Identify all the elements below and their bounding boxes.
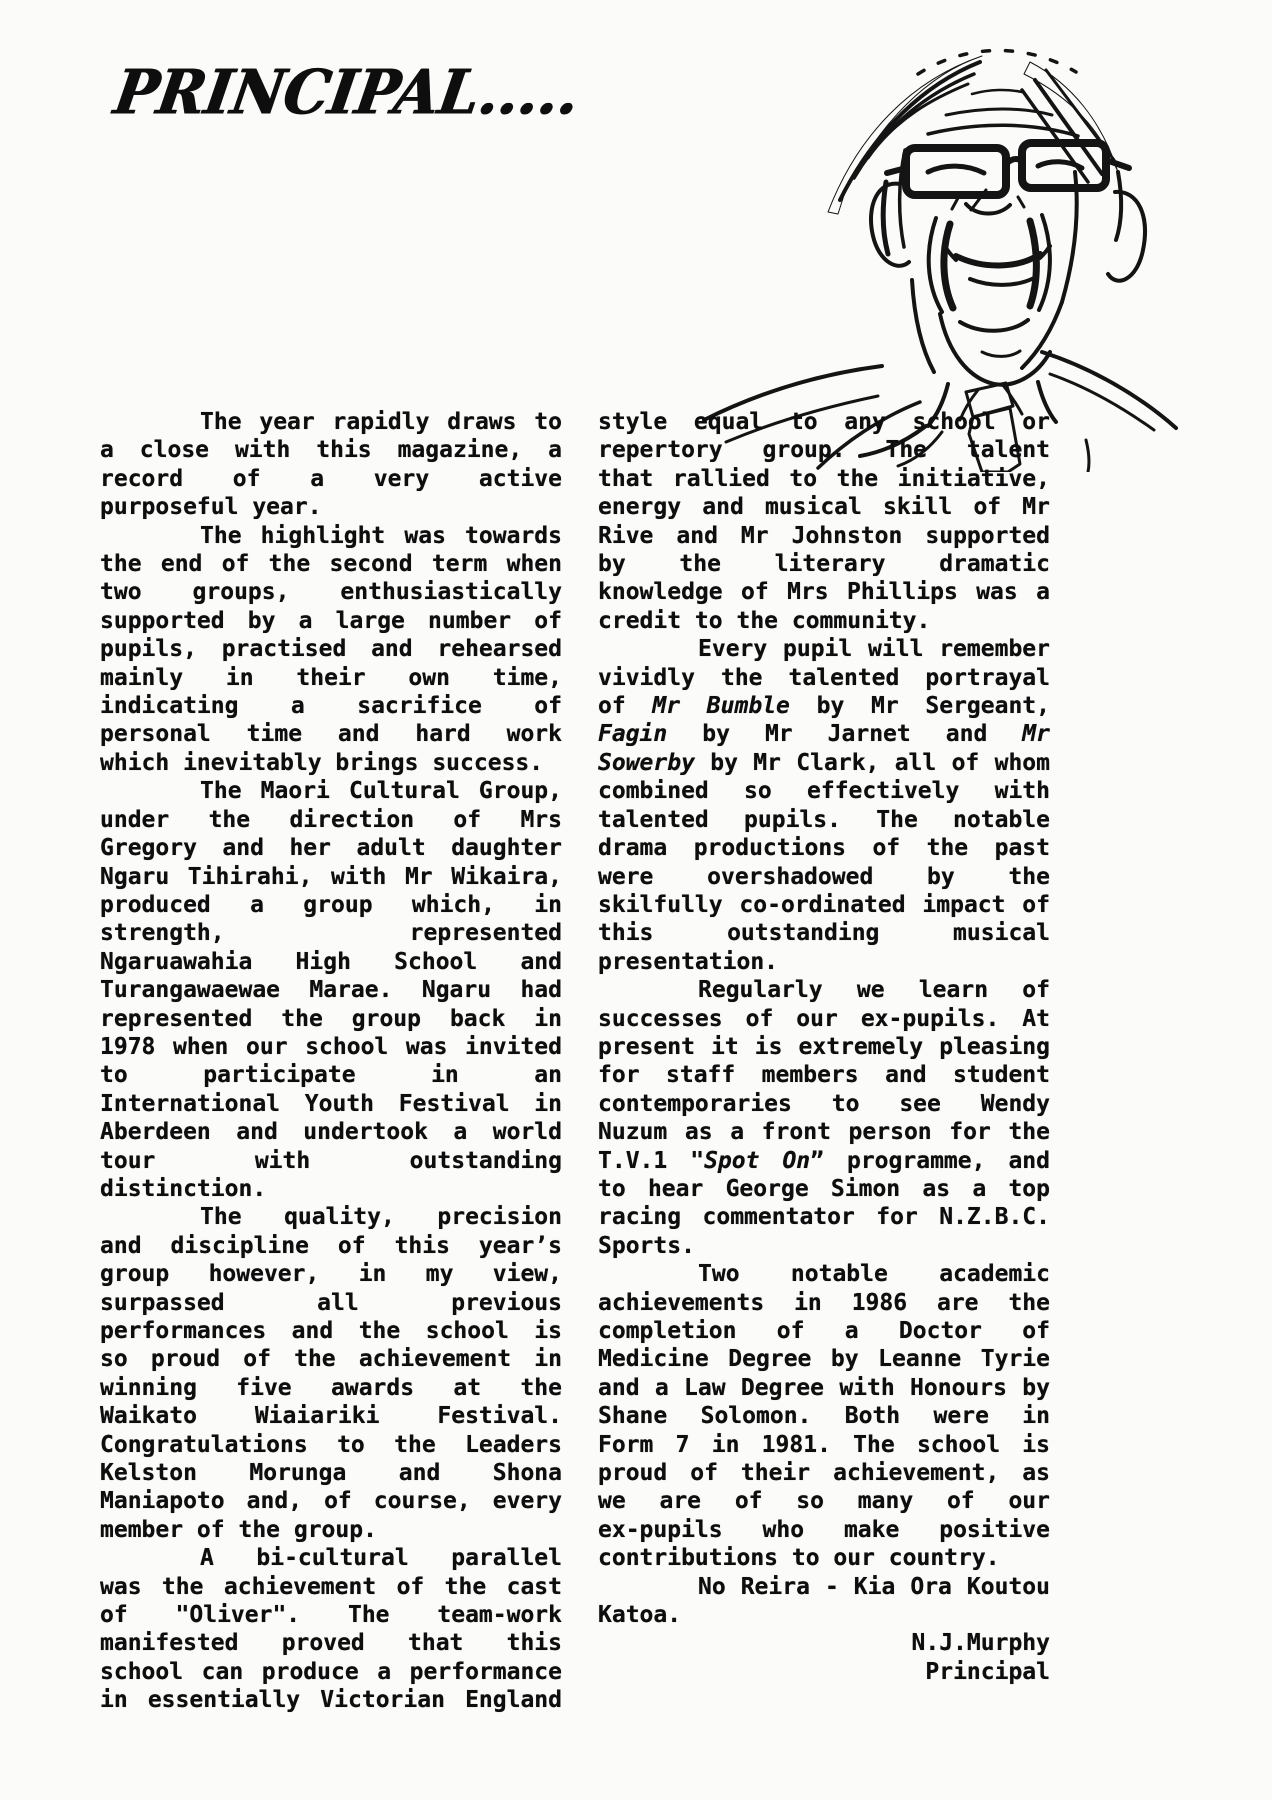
text-line: this outstanding musical xyxy=(598,920,1050,947)
text-line: vividly the talented portrayal xyxy=(598,664,1050,691)
text-line: completion of a Doctor of xyxy=(598,1318,1050,1344)
text-line: Shane Solomon. Both were in xyxy=(598,1403,1050,1430)
text-line: represented the group back in xyxy=(100,1005,562,1032)
text-line: present it is extremely pleasing xyxy=(598,1033,1050,1060)
text-line: The highlight was towards xyxy=(200,522,562,549)
text-line: personal time and hard work xyxy=(100,721,562,748)
text-line: so proud of the achievement in xyxy=(100,1346,562,1373)
text-line: 1978 when our school was invited xyxy=(100,1033,562,1060)
text-line: drama productions of the past xyxy=(598,835,1050,862)
text-line: group however, in my view, xyxy=(100,1261,562,1288)
text-line: contributions to our country. xyxy=(598,1545,1000,1572)
text-line: Turangawaewae Marae. Ngaru had xyxy=(100,977,562,1004)
page-title: PRINCIPAL..... xyxy=(109,56,584,129)
text-line: The quality, precision xyxy=(200,1204,562,1231)
text-line: to hear George Simon as a top xyxy=(598,1175,1050,1202)
principal-caricature-illustration xyxy=(690,22,1190,472)
text-line: achievements in 1986 are the xyxy=(598,1289,1050,1316)
text-line: The year rapidly draws to xyxy=(200,409,562,435)
text-line: ex-pupils who make positive xyxy=(598,1516,1050,1543)
text-line: under the direction of Mrs xyxy=(100,806,562,833)
text-line: Ngaru Tihirahi, with Mr Wikaira, xyxy=(100,863,562,890)
text-line: which inevitably brings success. xyxy=(100,749,544,776)
text-line: Fagin by Mr Jarnet and Mr xyxy=(598,721,1050,748)
text-line: member of the group. xyxy=(100,1516,377,1543)
text-line: Nuzum as a front person for the xyxy=(598,1119,1050,1146)
text-line: successes of our ex-pupils. At xyxy=(598,1005,1050,1032)
article-column-right xyxy=(598,408,1050,1686)
text-line: Medicine Degree by Leanne Tyrie xyxy=(598,1346,1050,1373)
text-line: by the literary dramatic xyxy=(598,551,1050,578)
text-line: Gregory and her adult daughter xyxy=(100,835,562,862)
text-line: we are of so many of our xyxy=(598,1488,1050,1515)
text-line: were overshadowed by the xyxy=(598,863,1050,890)
text-line: manifested proved that this xyxy=(100,1630,562,1657)
text-line: Katoa. xyxy=(598,1602,682,1629)
text-line: N.J.Murphy xyxy=(911,1630,1050,1657)
text-line: presentation. xyxy=(598,948,779,975)
text-line: winning five awards at the xyxy=(100,1374,562,1401)
text-line: Principal xyxy=(925,1658,1050,1685)
text-line: two groups, enthusiastically xyxy=(100,579,562,606)
text-line: Aberdeen and undertook a world xyxy=(100,1119,562,1146)
text-line: proud of their achievement, as xyxy=(598,1460,1050,1487)
text-line: and discipline of this year’s xyxy=(100,1232,562,1259)
text-line: mainly in their own time, xyxy=(100,664,562,691)
text-line: tour with outstanding xyxy=(100,1147,562,1174)
text-line: was the achievement of the cast xyxy=(100,1573,562,1600)
text-line: credit to the community. xyxy=(598,607,931,634)
text-line: school can produce a performance xyxy=(100,1658,562,1685)
text-line: Ngaruawahia High School and xyxy=(100,948,562,975)
text-line: purposeful year. xyxy=(100,494,322,521)
text-line: racing commentator for N.Z.B.C. xyxy=(598,1204,1050,1231)
text-line: produced a group which, in xyxy=(100,891,562,918)
text-line: in essentially Victorian England xyxy=(100,1687,562,1714)
text-line: energy and musical skill of Mr xyxy=(598,494,1050,521)
text-line: talented pupils. The notable xyxy=(598,806,1050,833)
text-line: International Youth Festival in xyxy=(100,1090,562,1117)
text-line: to participate in an xyxy=(100,1062,562,1089)
text-line: the end of the second term when xyxy=(100,551,562,578)
text-line: of "Oliver". The team-work xyxy=(100,1602,562,1629)
text-line: that rallied to the initiative, xyxy=(598,465,1050,492)
text-line: Rive and Mr Johnston supported xyxy=(598,522,1050,549)
text-line: combined so effectively with xyxy=(598,778,1050,805)
text-line: Two notable academic xyxy=(698,1261,1050,1288)
text-line: Kelston Morunga and Shona xyxy=(100,1460,562,1487)
text-line: Congratulations to the Leaders xyxy=(100,1431,562,1458)
text-line: style equal to any school or xyxy=(598,409,1050,435)
text-line: a close with this magazine, a xyxy=(100,437,562,464)
text-line: Sowerby by Mr Clark, all of whom xyxy=(598,749,1050,776)
text-line: surpassed all previous xyxy=(100,1289,562,1316)
text-line: Regularly we learn of xyxy=(698,977,1050,1004)
text-line: Waikato Wiaiariki Festival. xyxy=(100,1403,562,1430)
text-line: No Reira - Kia Ora Koutou xyxy=(698,1573,1050,1600)
text-line: distinction. xyxy=(100,1175,267,1202)
text-line: of Mr Bumble by Mr Sergeant, xyxy=(598,693,1051,720)
text-line: pupils, practised and rehearsed xyxy=(100,636,562,663)
text-line: Sports. xyxy=(598,1232,695,1259)
text-line: and a Law Degree with Honours by xyxy=(598,1374,1050,1401)
text-line: The Maori Cultural Group, xyxy=(200,778,562,805)
text-line: performances and the school is xyxy=(100,1318,562,1344)
text-line: strength, represented xyxy=(100,920,562,947)
article-column-left xyxy=(100,408,562,1715)
text-line: Maniapoto and, of course, every xyxy=(100,1488,562,1515)
text-line: contemporaries to see Wendy xyxy=(598,1090,1050,1117)
text-line: supported by a large number of xyxy=(100,607,562,634)
text-line: T.V.1 "Spot On” programme, and xyxy=(598,1147,1050,1174)
text-line: record of a very active xyxy=(100,465,562,492)
text-line: Every pupil will remember xyxy=(698,636,1050,663)
text-line: knowledge of Mrs Phillips was a xyxy=(598,579,1050,606)
text-line: skilfully co-ordinated impact of xyxy=(598,891,1050,918)
text-line: A bi-cultural parallel xyxy=(200,1545,562,1572)
text-line: for staff members and student xyxy=(598,1062,1050,1089)
text-line: repertory group. The talent xyxy=(598,437,1050,464)
text-line: Form 7 in 1981. The school is xyxy=(598,1431,1050,1458)
text-line: indicating a sacrifice of xyxy=(100,693,562,720)
